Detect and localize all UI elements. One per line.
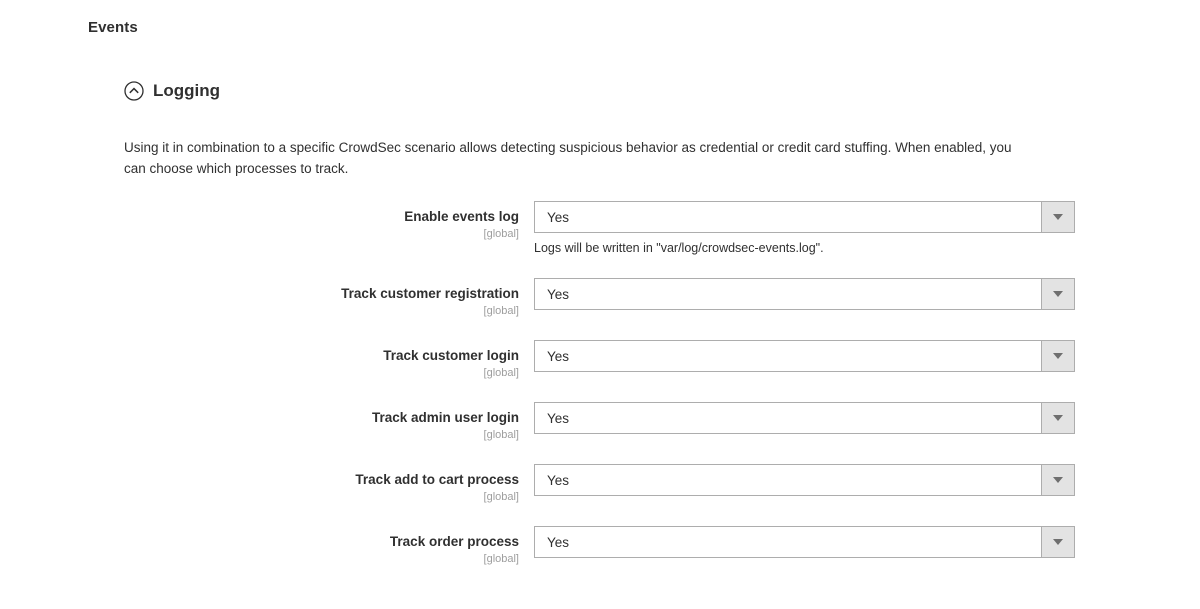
chevron-down-icon[interactable] xyxy=(1041,527,1074,557)
arrow-down-glyph xyxy=(1053,539,1063,545)
chevron-up-circle-icon[interactable] xyxy=(124,81,144,101)
field-row xyxy=(124,278,1088,318)
track-order-process-select[interactable] xyxy=(534,526,1075,558)
field-label-wrap xyxy=(124,278,534,318)
field-row xyxy=(124,464,1088,504)
arrow-down-glyph xyxy=(1053,477,1063,483)
track-customer-registration-select[interactable] xyxy=(534,278,1075,310)
track-customer-login-select[interactable] xyxy=(534,340,1075,372)
logging-settings-group xyxy=(124,74,1088,588)
select-value: Yes xyxy=(547,472,570,488)
chevron-down-icon[interactable] xyxy=(1041,279,1074,309)
field-control xyxy=(534,402,1075,434)
field-row xyxy=(124,340,1088,380)
group-title-logging: Logging xyxy=(153,81,221,100)
page-title: Events xyxy=(88,19,138,36)
arrow-down-glyph xyxy=(1053,291,1063,297)
select-value: Yes xyxy=(547,286,570,302)
field-label-wrap xyxy=(124,402,534,442)
field-control xyxy=(534,278,1075,310)
field-scope: [global] xyxy=(483,491,519,503)
field-control xyxy=(534,201,1075,256)
field-row xyxy=(124,201,1088,256)
group-header-logging[interactable] xyxy=(124,74,1088,108)
field-scope: [global] xyxy=(483,429,519,441)
field-label-wrap xyxy=(124,340,534,380)
field-note: Logs will be written in "var/log/crowdsec-events.log". xyxy=(534,241,824,255)
select-value: Yes xyxy=(547,410,570,426)
field-scope: [global] xyxy=(483,228,519,240)
field-scope: [global] xyxy=(483,553,519,565)
field-label: Enable events log xyxy=(404,209,519,224)
field-control xyxy=(534,340,1075,372)
field-scope: [global] xyxy=(483,305,519,317)
select-value: Yes xyxy=(547,534,570,550)
field-label: Track admin user login xyxy=(371,410,519,425)
select-value: Yes xyxy=(547,348,570,364)
chevron-down-icon[interactable] xyxy=(1041,202,1074,232)
track-add-to-cart-process-select[interactable] xyxy=(534,464,1075,496)
field-label: Track customer login xyxy=(383,348,519,363)
enable-events-log-select[interactable] xyxy=(534,201,1075,233)
group-description: Using it in combination to a specific CrowdSec scenario allows detecting suspicious behavior as credential or credit card stuffing. When enabled, you can choose which processes to track. xyxy=(124,140,1012,176)
track-admin-user-login-select[interactable] xyxy=(534,402,1075,434)
field-control xyxy=(534,464,1075,496)
field-label: Track customer registration xyxy=(341,286,519,301)
arrow-down-glyph xyxy=(1053,415,1063,421)
field-label: Track add to cart process xyxy=(355,472,519,487)
field-label-wrap xyxy=(124,201,534,241)
chevron-down-icon[interactable] xyxy=(1041,465,1074,495)
field-label-wrap xyxy=(124,464,534,504)
fields-list xyxy=(124,201,1088,566)
field-scope: [global] xyxy=(483,367,519,379)
arrow-down-glyph xyxy=(1053,214,1063,220)
field-row xyxy=(124,526,1088,566)
chevron-down-icon[interactable] xyxy=(1041,403,1074,433)
field-control xyxy=(534,526,1075,558)
field-row xyxy=(124,402,1088,442)
arrow-down-glyph xyxy=(1053,353,1063,359)
field-label-wrap xyxy=(124,526,534,566)
field-label: Track order process xyxy=(389,534,519,549)
chevron-down-icon[interactable] xyxy=(1041,341,1074,371)
select-value: Yes xyxy=(547,209,570,225)
